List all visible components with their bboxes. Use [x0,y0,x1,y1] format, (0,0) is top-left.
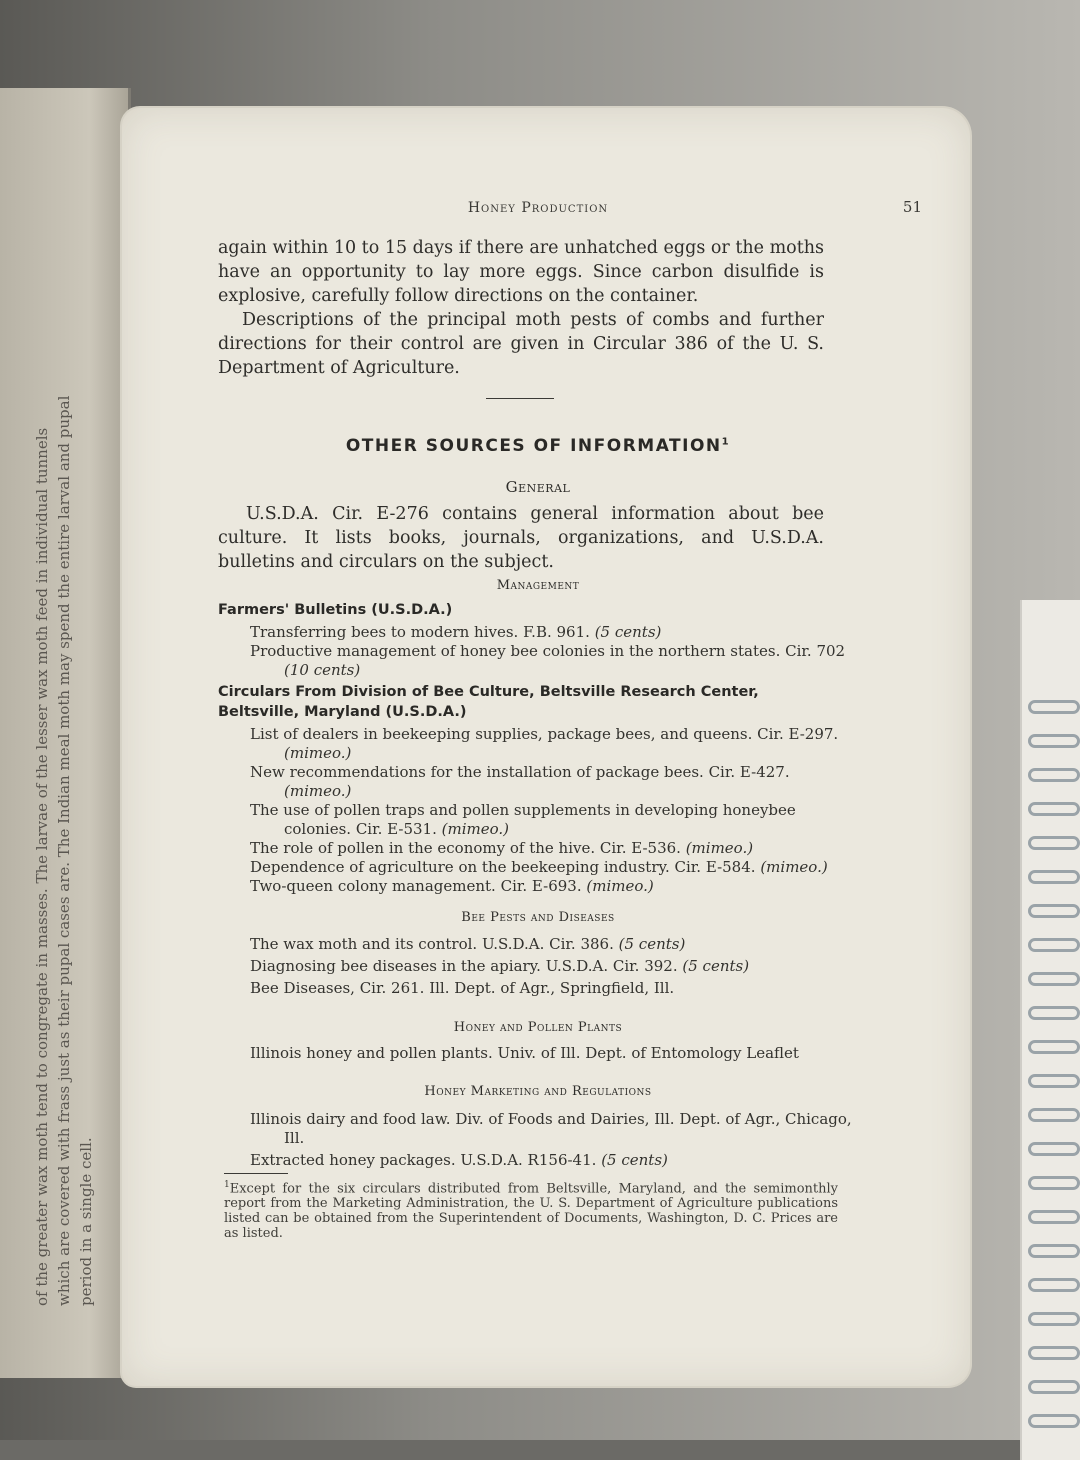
section-divider [486,398,554,399]
list-item [250,877,858,896]
footnote [224,1178,838,1241]
spiral-coil [1028,1312,1080,1326]
entry-text: Productive management of honey bee colonies in the northern states. Cir. 702 [250,642,846,660]
footnote-mark: 1 [224,1180,230,1190]
left-page-line: of the greater wax moth tend to congregate in masses. The larvae of the lesser wax moth feed in individual tunnels [33,427,51,1306]
entry-price: (5 cents) [618,935,686,953]
list-item [250,1110,858,1148]
footnote-text: Except for the six circulars distributed from Beltsville, Maryland, and the semimonthly report from the Marketing Administration, the U. S. Department of Agriculture publications listed can be obtained from the Superintendent of Documents, Washington, D. C. Prices are as listed. [224,1181,838,1242]
page-number: 51 [902,198,922,216]
spiral-notebook [1020,600,1080,1460]
spiral-coil [1028,1006,1080,1020]
entry-text: Two-queen colony management. Cir. E-693. [250,877,582,895]
entry-price: (mimeo.) [441,820,510,838]
entry-price: (5 cents) [682,957,750,975]
running-title: Honey Production [467,200,609,216]
list-item [250,801,858,839]
list-item [250,623,858,642]
management-heading: Management [496,578,580,593]
entry-price: (5 cents) [594,623,662,641]
entry-text: The role of pollen in the economy of the hive. Cir. E-536. [250,839,681,857]
pests-heading: Bee Pests and Diseases [461,910,615,925]
spiral-coil [1028,1108,1080,1122]
list-item [250,957,858,976]
spiral-coil [1028,802,1080,816]
entry-price: (5 cents) [601,1151,668,1169]
list-item [250,642,858,680]
spiral-coil [1028,904,1080,918]
entry-text: Extracted honey packages. U.S.D.A. R156-41. [250,1151,597,1169]
entry-text: The wax moth and its control. U.S.D.A. Cir. 386. [250,935,614,953]
entry-text: List of dealers in beekeeping supplies, package bees, and queens. Cir. E-297. [250,725,839,743]
list-item [250,858,858,877]
general-heading: General [505,478,571,496]
spiral-coil [1028,972,1080,986]
spiral-coil [1028,768,1080,782]
entry-text: Illinois honey and pollen plants. Univ. of Ill. Dept. of Entomology Leaflet [250,1044,799,1062]
list-item [250,935,858,954]
entry-price: (10 cents) [284,661,361,679]
spiral-coil [1028,1176,1080,1190]
running-head [218,200,858,216]
entry-price: (mimeo.) [685,839,754,857]
section-footnote-mark: 1 [721,436,731,448]
section-heading [218,436,858,456]
spiral-coil [1028,1380,1080,1394]
farmers-bulletins-title: Farmers' Bulletins (U.S.D.A.) [218,602,453,618]
entry-text: Dependence of agriculture on the beekeeping industry. Cir. E-584. [250,858,756,876]
list-item [250,763,858,801]
left-page-line: which are covered with frass just as their pupal cases are. The Indian meal moth may spend the entire larval and pupal [55,395,73,1306]
marketing-heading: Honey Marketing and Regulations [424,1084,652,1099]
entry-price: (mimeo.) [284,782,352,800]
left-page [0,88,131,1378]
list-item [250,1044,858,1063]
list-item [250,839,858,858]
left-page-text [31,106,97,1306]
spiral-coil [1028,870,1080,884]
spiral-coil [1028,700,1080,714]
entry-price: (mimeo.) [586,877,654,895]
section-title: OTHER SOURCES OF INFORMATION [345,436,722,456]
spiral-coil [1028,1346,1080,1360]
spiral-coil [1028,836,1080,850]
spiral-coil [1028,938,1080,952]
spiral-coil [1028,734,1080,748]
general-paragraph: U.S.D.A. Cir. E-276 contains general information about bee culture. It lists books, journals, organizations, and U.S.D.A. bulletins and circulars on the subject. [218,504,824,572]
entry-text: The use of pollen traps and pollen supplements in developing honeybee colonies. Cir. E-531. [250,801,796,838]
spiral-coil [1028,1040,1080,1054]
spiral-coil [1028,1278,1080,1292]
right-page [122,108,970,1386]
entry-text: Diagnosing bee diseases in the apiary. U.S.D.A. Cir. 392. [250,957,678,975]
spiral-coil [1028,1244,1080,1258]
plants-heading: Honey and Pollen Plants [453,1020,623,1035]
list-item [250,725,858,763]
spiral-coil [1028,1074,1080,1088]
intro-paragraph-2: Descriptions of the principal moth pests of combs and further directions for their control are given in Circular 386 of the U. S. Department of Agriculture. [218,310,824,378]
entry-text: New recommendations for the installation of package bees. Cir. E-427. [250,763,790,781]
circulars-title: Circulars From Division of Bee Culture, Beltsville Research Center, Beltsville, Maryland (U.S.D.A.) [218,684,759,720]
entry-text: Illinois dairy and food law. Div. of Foods and Dairies, Ill. Dept. of Agr., Chicago, Ill. [250,1110,852,1147]
footnote-divider [224,1173,288,1174]
spiral-coil [1028,1210,1080,1224]
entry-price: (mimeo.) [284,744,352,762]
spiral-coil [1028,1414,1080,1428]
spiral-coil [1028,1142,1080,1156]
intro-paragraph-1: again within 10 to 15 days if there are unhatched eggs or the moths have an opportunity to lay more eggs. Since carbon disulfide is explosive, carefully follow directions on the container. [218,238,824,306]
list-item [250,979,858,998]
entry-text: Transferring bees to modern hives. F.B. 961. [250,623,590,641]
entry-price: (mimeo.) [760,858,828,876]
list-item [250,1151,858,1170]
left-page-line: period in a single cell. [77,1137,95,1306]
entry-text: Bee Diseases, Cir. 261. Ill. Dept. of Agr., Springfield, Ill. [250,979,675,997]
